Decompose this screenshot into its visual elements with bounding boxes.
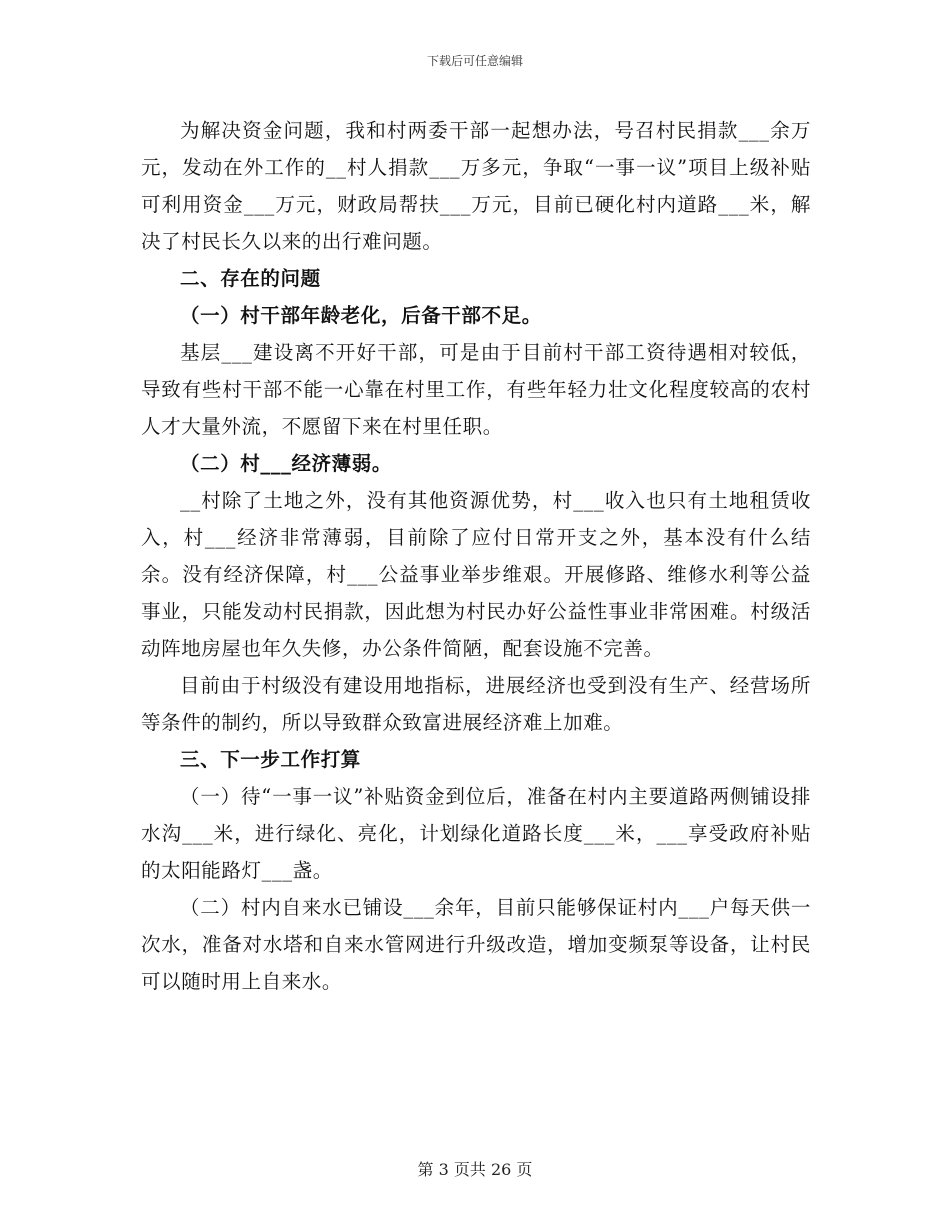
page-header: 下载后可任意编辑 — [426, 54, 523, 68]
paragraph-water-supply: （二）村内自来水已铺设___余年，目前只能够保证村内___户每天供一次水，准备对水塔和自来水管网进行升级改造，增加变频泵等设备，让村民可以随时用上自来水。 — [141, 896, 811, 993]
section-heading-next-steps: 三、下一步工作打算 — [180, 748, 361, 771]
document-body — [141, 112, 811, 1000]
paragraph-economy: __村除了土地之外，没有其他资源优势，村___收入也只有土地租赁收入，村___经济非常薄弱，目前除了应付日常开支之外，基本没有什么结余。没有经济保障，村___公益事业举步维艰。开展修路、维修水利等公益事业，只能发动村民捐款，因此想为村民办好公益性事业非常困难。村级活动阵地房屋也年久失修，办公条件简陋，配套设施不完善。 — [141, 489, 811, 660]
subheading-aging-cadres: （一）村干部年龄老化，后备干部不足。 — [180, 304, 542, 327]
subheading-weak-economy: （二）村___经济薄弱。 — [180, 452, 392, 475]
paragraph-land-constraints: 目前由于村级没有建设用地指标，进展经济也受到没有生产、经营场所等条件的制约，所以导致群众致富进展经济难上加难。 — [141, 674, 811, 734]
paragraph-drainage-lighting: （一）待“一事一议”补贴资金到位后，准备在村内主要道路两侧铺设排水沟___米，进行绿化、亮化，计划绿化道路长度___米，___享受政府补贴的太阳能路灯___盏。 — [141, 785, 811, 882]
section-heading-problems: 二、存在的问题 — [180, 267, 321, 290]
page-footer: 第 3 页共 26 页 — [417, 1160, 533, 1179]
paragraph-cadres: 基层___建设离不开好干部，可是由于目前村干部工资待遇相对较低，导致有些村干部不能一心靠在村里工作，有些年轻力壮文化程度较高的农村人才大量外流，不愿留下来在村里任职。 — [141, 341, 811, 438]
paragraph-funding: 为解决资金问题，我和村两委干部一起想办法，号召村民捐款___余万元，发动在外工作的__村人捐款___万多元，争取“一事一议”项目上级补贴可利用资金___万元，财政局帮扶___万元，目前已硬化村内道路___米，解决了村民长久以来的出行难问题。 — [141, 119, 811, 253]
